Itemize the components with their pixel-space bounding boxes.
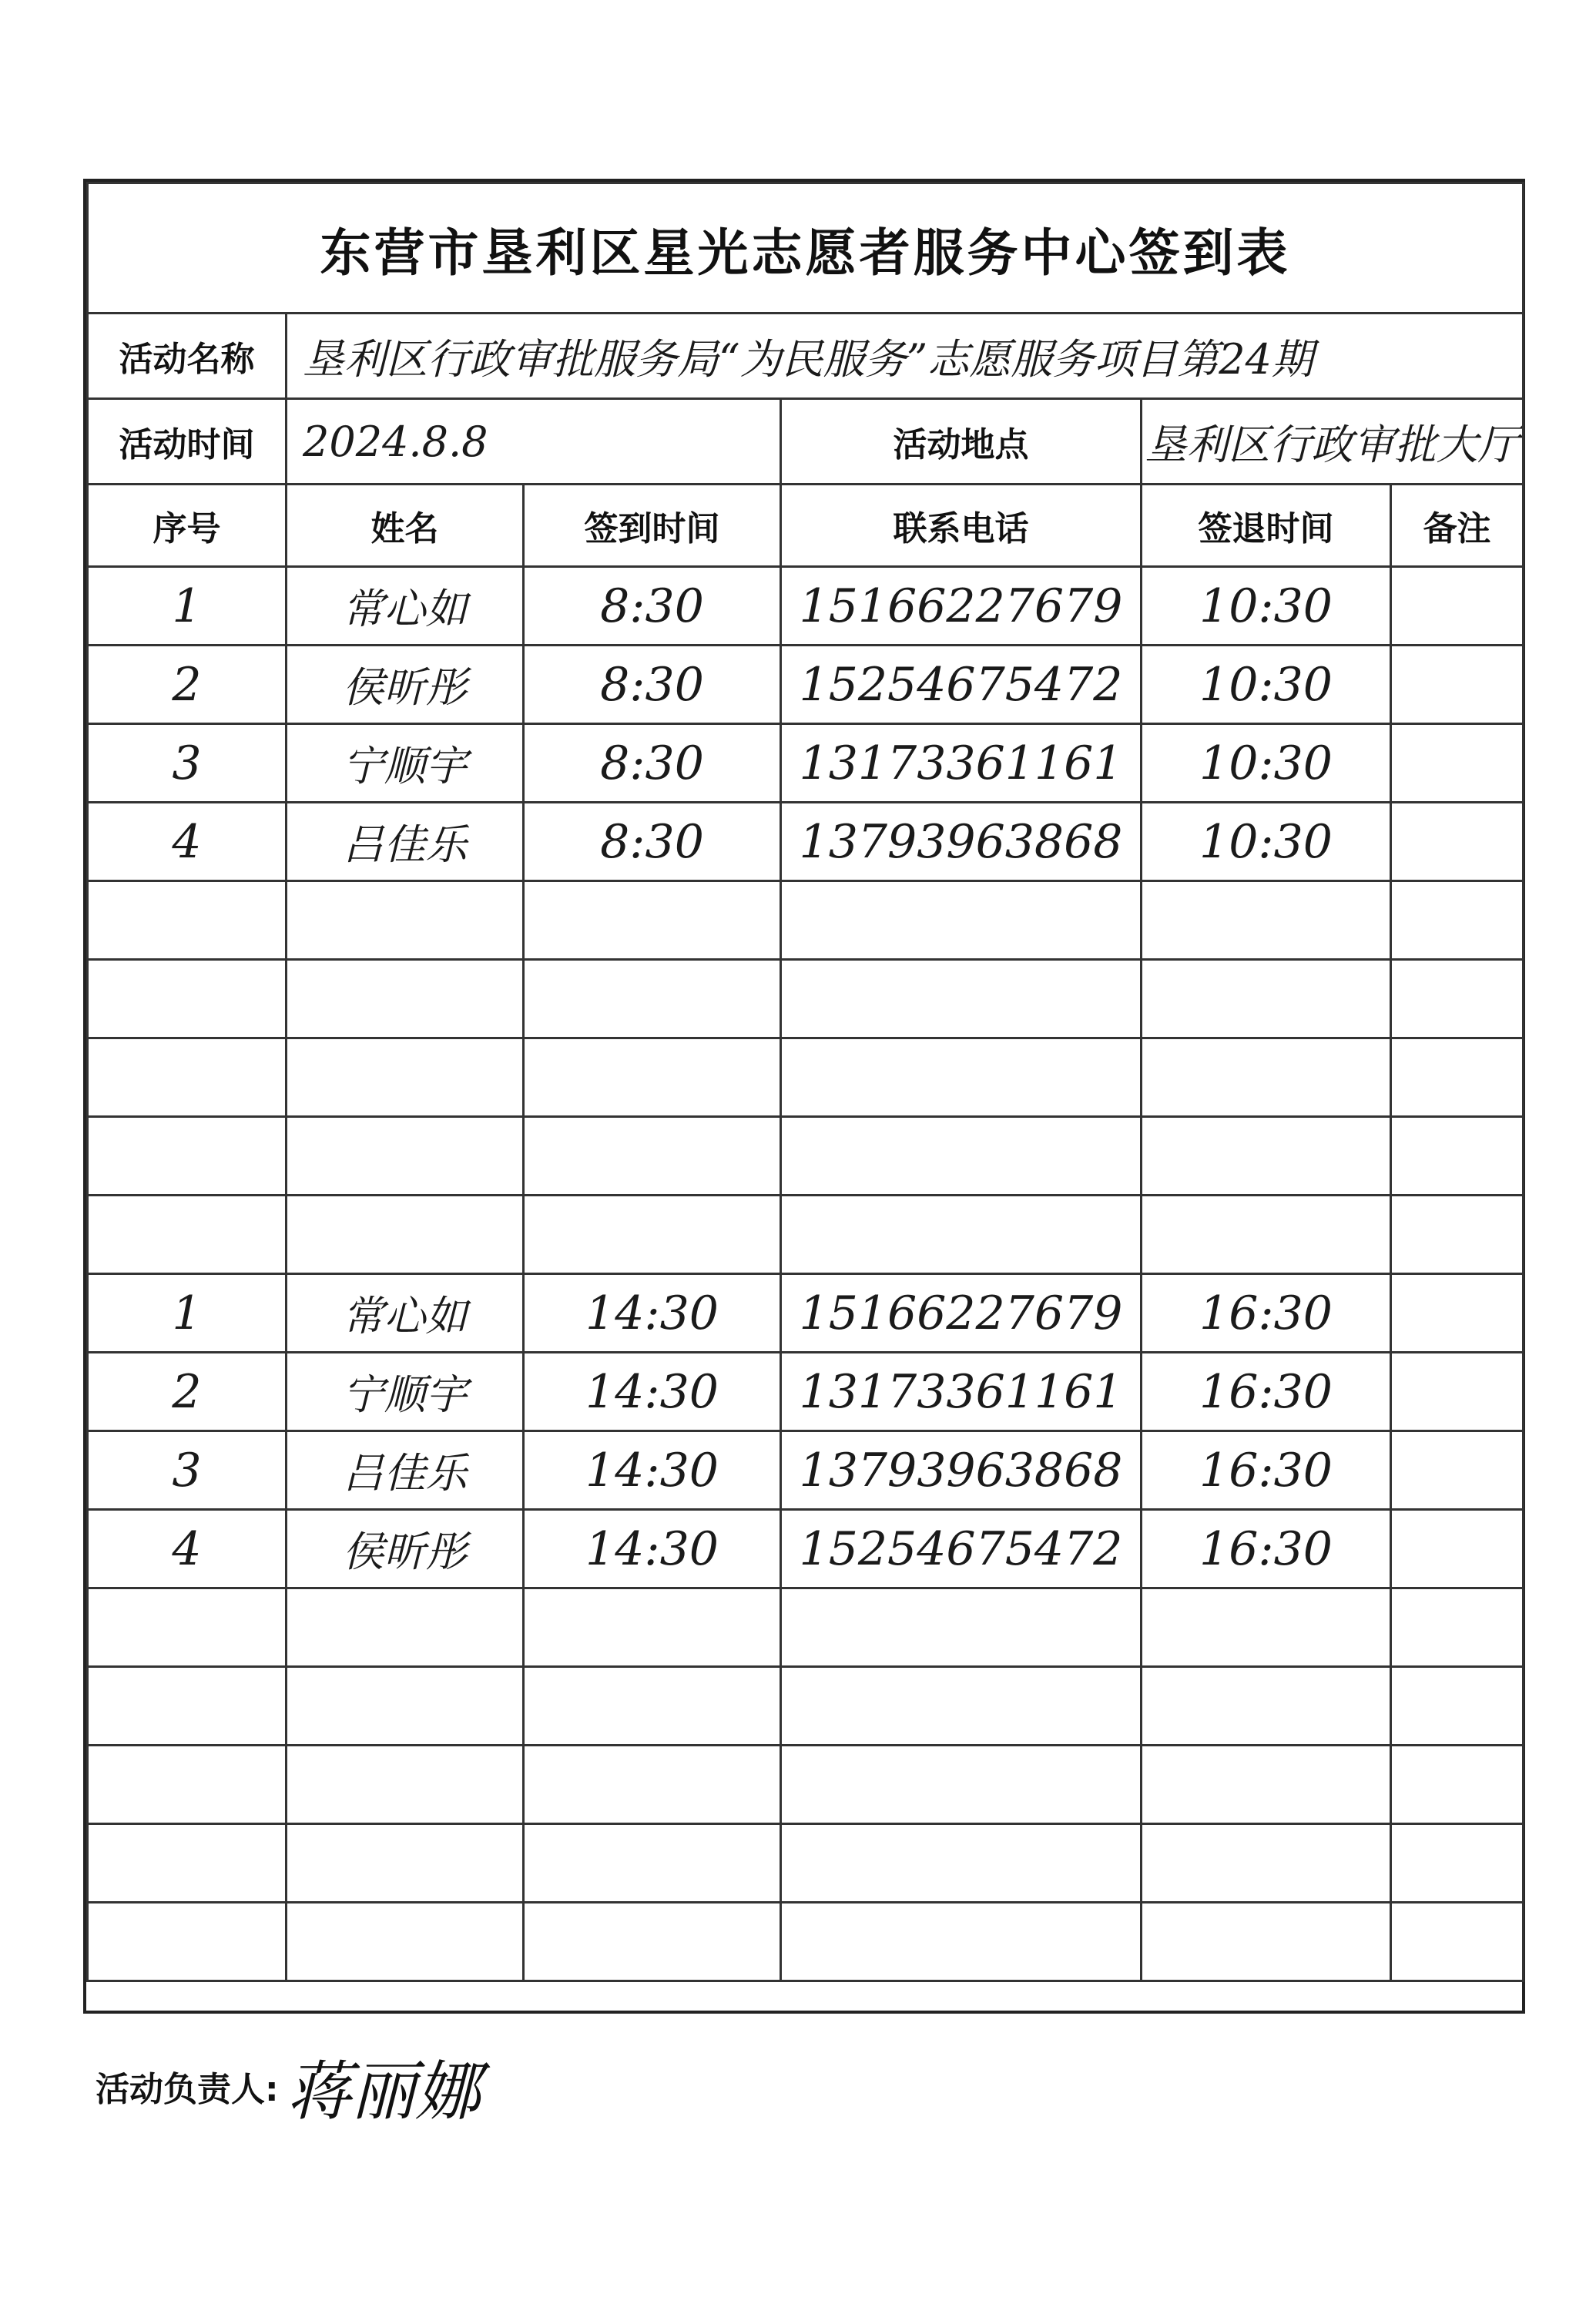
cell-checkin: 14:30 bbox=[524, 1353, 781, 1431]
cell-checkin bbox=[524, 1824, 781, 1903]
manager-line bbox=[96, 2040, 481, 2132]
cell-remarks bbox=[1391, 1038, 1524, 1117]
cell-name bbox=[287, 1588, 524, 1667]
cell-checkin: 8:30 bbox=[524, 646, 781, 724]
activity-name-label: 活动名称 bbox=[88, 314, 287, 399]
cell-phone: 13173361161 bbox=[781, 1353, 1142, 1431]
sign-in-sheet bbox=[83, 179, 1525, 2014]
cell-checkin: 8:30 bbox=[524, 803, 781, 881]
cell-remarks bbox=[1391, 646, 1524, 724]
cell-checkin bbox=[524, 1038, 781, 1117]
cell-no: 4 bbox=[88, 1510, 287, 1588]
cell-no: 1 bbox=[88, 567, 287, 646]
cell-name: 侯昕彤 bbox=[287, 1510, 524, 1588]
cell-remarks bbox=[1391, 1824, 1524, 1903]
cell-no bbox=[88, 1038, 287, 1117]
cell-phone bbox=[781, 1667, 1142, 1746]
table-row bbox=[88, 803, 1524, 881]
cell-no: 3 bbox=[88, 1431, 287, 1510]
cell-name bbox=[287, 960, 524, 1038]
cell-no: 3 bbox=[88, 724, 287, 803]
cell-remarks bbox=[1391, 1903, 1524, 1981]
cell-remarks bbox=[1391, 1353, 1524, 1431]
cell-phone bbox=[781, 1903, 1142, 1981]
cell-name bbox=[287, 1196, 524, 1274]
cell-name bbox=[287, 1903, 524, 1981]
cell-name: 吕佳乐 bbox=[287, 1431, 524, 1510]
cell-no bbox=[88, 1667, 287, 1746]
cell-checkout bbox=[1142, 881, 1391, 960]
cell-name: 侯昕彤 bbox=[287, 646, 524, 724]
sheet-title: 东营市垦利区星光志愿者服务中心签到表 bbox=[88, 183, 1524, 314]
cell-remarks bbox=[1391, 1431, 1524, 1510]
cell-checkin: 8:30 bbox=[524, 567, 781, 646]
cell-remarks bbox=[1391, 1588, 1524, 1667]
cell-name: 常心如 bbox=[287, 567, 524, 646]
cell-remarks bbox=[1391, 1510, 1524, 1588]
cell-remarks bbox=[1391, 881, 1524, 960]
cell-checkout bbox=[1142, 960, 1391, 1038]
table-row bbox=[88, 1510, 1524, 1588]
table-row bbox=[88, 1746, 1524, 1824]
header-phone: 联系电话 bbox=[781, 485, 1142, 567]
cell-checkin bbox=[524, 1196, 781, 1274]
cell-phone bbox=[781, 960, 1142, 1038]
cell-no bbox=[88, 1903, 287, 1981]
table-row bbox=[88, 1824, 1524, 1903]
cell-checkout bbox=[1142, 1196, 1391, 1274]
cell-no: 1 bbox=[88, 1274, 287, 1353]
cell-checkin bbox=[524, 960, 781, 1038]
cell-no: 4 bbox=[88, 803, 287, 881]
cell-no bbox=[88, 1588, 287, 1667]
cell-remarks bbox=[1391, 1196, 1524, 1274]
cell-checkout bbox=[1142, 1903, 1391, 1981]
cell-name: 宁顺宇 bbox=[287, 1353, 524, 1431]
table-row bbox=[88, 1196, 1524, 1274]
cell-checkin bbox=[524, 1588, 781, 1667]
cell-name bbox=[287, 1667, 524, 1746]
cell-checkin: 14:30 bbox=[524, 1274, 781, 1353]
cell-phone: 13793963868 bbox=[781, 1431, 1142, 1510]
cell-checkin bbox=[524, 1903, 781, 1981]
cell-phone: 13793963868 bbox=[781, 803, 1142, 881]
table-row bbox=[88, 1274, 1524, 1353]
cell-phone: 15254675472 bbox=[781, 1510, 1142, 1588]
cell-no bbox=[88, 1117, 287, 1196]
cell-no bbox=[88, 1196, 287, 1274]
table-row bbox=[88, 1117, 1524, 1196]
cell-name bbox=[287, 1117, 524, 1196]
cell-phone bbox=[781, 1746, 1142, 1824]
cell-remarks bbox=[1391, 1274, 1524, 1353]
cell-phone bbox=[781, 881, 1142, 960]
cell-checkin: 14:30 bbox=[524, 1510, 781, 1588]
cell-remarks bbox=[1391, 960, 1524, 1038]
cell-checkin bbox=[524, 1667, 781, 1746]
cell-remarks bbox=[1391, 1667, 1524, 1746]
cell-no bbox=[88, 960, 287, 1038]
cell-checkin bbox=[524, 1117, 781, 1196]
cell-phone: 15254675472 bbox=[781, 646, 1142, 724]
table-row bbox=[88, 724, 1524, 803]
cell-no bbox=[88, 1746, 287, 1824]
cell-checkout: 16:30 bbox=[1142, 1431, 1391, 1510]
cell-checkin bbox=[524, 881, 781, 960]
cell-name: 常心如 bbox=[287, 1274, 524, 1353]
cell-checkout: 10:30 bbox=[1142, 803, 1391, 881]
cell-name bbox=[287, 1746, 524, 1824]
cell-checkout: 16:30 bbox=[1142, 1274, 1391, 1353]
activity-name-value: 垦利区行政审批服务局“为民服务”志愿服务项目第24期 bbox=[287, 314, 1524, 399]
table-row bbox=[88, 567, 1524, 646]
activity-time-label: 活动时间 bbox=[88, 399, 287, 485]
cell-checkout: 10:30 bbox=[1142, 646, 1391, 724]
activity-location-value: 垦利区行政审批大厅 bbox=[1142, 399, 1524, 485]
cell-phone bbox=[781, 1588, 1142, 1667]
cell-remarks bbox=[1391, 567, 1524, 646]
cell-checkin: 14:30 bbox=[524, 1431, 781, 1510]
manager-label: 活动负责人: bbox=[96, 2070, 279, 2109]
cell-checkout: 10:30 bbox=[1142, 724, 1391, 803]
cell-checkout bbox=[1142, 1588, 1391, 1667]
cell-remarks bbox=[1391, 1746, 1524, 1824]
header-no: 序号 bbox=[88, 485, 287, 567]
cell-phone bbox=[781, 1038, 1142, 1117]
cell-remarks bbox=[1391, 803, 1524, 881]
cell-checkout: 16:30 bbox=[1142, 1353, 1391, 1431]
table-row bbox=[88, 960, 1524, 1038]
cell-phone: 13173361161 bbox=[781, 724, 1142, 803]
cell-phone: 15166227679 bbox=[781, 1274, 1142, 1353]
cell-phone bbox=[781, 1117, 1142, 1196]
cell-phone: 15166227679 bbox=[781, 567, 1142, 646]
table-row bbox=[88, 881, 1524, 960]
cell-no bbox=[88, 1824, 287, 1903]
cell-no: 2 bbox=[88, 1353, 287, 1431]
cell-remarks bbox=[1391, 1117, 1524, 1196]
table-row bbox=[88, 1667, 1524, 1746]
table-row bbox=[88, 1353, 1524, 1431]
header-checkin: 签到时间 bbox=[524, 485, 781, 567]
manager-signature: 蒋丽娜 bbox=[286, 2053, 481, 2129]
cell-name bbox=[287, 1038, 524, 1117]
header-checkout: 签退时间 bbox=[1142, 485, 1391, 567]
sign-in-table bbox=[86, 182, 1524, 1982]
table-row bbox=[88, 1038, 1524, 1117]
cell-checkout bbox=[1142, 1667, 1391, 1746]
cell-checkin: 8:30 bbox=[524, 724, 781, 803]
cell-checkout bbox=[1142, 1746, 1391, 1824]
cell-no: 2 bbox=[88, 646, 287, 724]
table-body bbox=[88, 183, 1524, 1981]
cell-name: 宁顺宇 bbox=[287, 724, 524, 803]
cell-remarks bbox=[1391, 724, 1524, 803]
activity-time-value: 2024.8.8 bbox=[287, 399, 781, 485]
cell-checkout bbox=[1142, 1117, 1391, 1196]
table-row bbox=[88, 1903, 1524, 1981]
cell-checkout bbox=[1142, 1038, 1391, 1117]
cell-name bbox=[287, 1824, 524, 1903]
cell-phone bbox=[781, 1824, 1142, 1903]
cell-checkout: 10:30 bbox=[1142, 567, 1391, 646]
cell-name: 吕佳乐 bbox=[287, 803, 524, 881]
cell-checkout bbox=[1142, 1824, 1391, 1903]
cell-phone bbox=[781, 1196, 1142, 1274]
activity-location-label: 活动地点 bbox=[781, 399, 1142, 485]
cell-name bbox=[287, 881, 524, 960]
table-row bbox=[88, 1431, 1524, 1510]
cell-checkin bbox=[524, 1746, 781, 1824]
cell-no bbox=[88, 881, 287, 960]
header-name: 姓名 bbox=[287, 485, 524, 567]
header-remarks: 备注 bbox=[1391, 485, 1524, 567]
table-row bbox=[88, 1588, 1524, 1667]
table-row bbox=[88, 646, 1524, 724]
cell-checkout: 16:30 bbox=[1142, 1510, 1391, 1588]
